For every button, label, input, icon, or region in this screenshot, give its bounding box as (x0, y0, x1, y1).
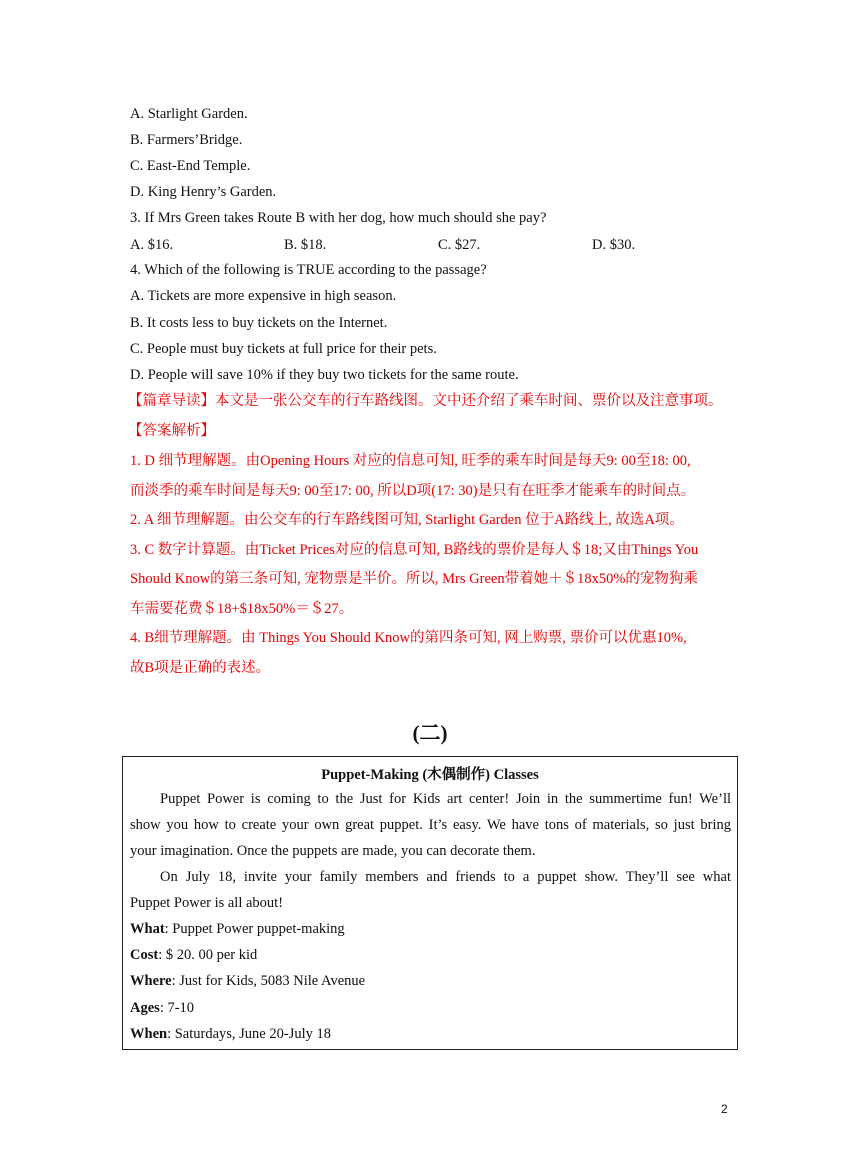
analysis-line: Should Know的第三条可知, 宠物票是半价。所以, Mrs Green带着她＋＄18x50%的宠物狗乘 (130, 571, 698, 587)
notice-paragraph-line: Puppet Power is all about! (130, 895, 284, 911)
notice-paragraph-line: your imagination. Once the puppets are made, you can decorate them. (130, 843, 536, 859)
cost-value: : $ 20. 00 per kid (158, 947, 258, 963)
analysis-line: 而淡季的乘车时间是每天9: 00至17: 00, 所以D项(17: 30)是只有在旺季才能乘车的时间点。 (130, 483, 696, 499)
what-label: What (130, 921, 165, 937)
when-label: When (130, 1026, 168, 1042)
q3-stem: 3. If Mrs Green takes Route B with her dog, how much should she pay? (130, 210, 547, 226)
notice-where (130, 972, 365, 990)
analysis-line: 4. B细节理解题。由 Things You Should Know的第四条可知, 网上购票, 票价可以优惠10%, (130, 630, 687, 646)
notice-paragraph-line: show you how to create your own great puppet. It’s easy. We have tons of materials, so just bring (130, 817, 731, 833)
analysis-line: 1. D 细节理解题。由Opening Hours 对应的信息可知, 旺季的乘车时间是每天9: 00至18: 00, (130, 453, 691, 469)
ages-value: : 7-10 (159, 1000, 195, 1016)
when-value: : Saturdays, June 20-July 18 (167, 1026, 331, 1042)
notice-paragraph-line: Puppet Power is coming to the Just for Kids art center! Join in the summertime fun! We’ll (160, 791, 731, 807)
notice-paragraph-line: On July 18, invite your family members and friends to a puppet show. They’ll see what (160, 869, 731, 885)
section-heading: (二) (412, 721, 448, 745)
q4-option-a: A. Tickets are more expensive in high season. (130, 288, 397, 304)
notice-cost (130, 946, 257, 964)
q3-option-a: A. $16. (130, 237, 174, 253)
analysis-line: 故B项是正确的表述。 (130, 660, 271, 676)
ages-label: Ages (130, 1000, 160, 1016)
where-value: : Just for Kids, 5083 Nile Avenue (171, 973, 366, 989)
q3-option-d: D. $30. (592, 237, 636, 253)
q3-option-b: B. $18. (284, 237, 327, 253)
notice-what (130, 920, 345, 938)
q2-option-b: B. Farmers’Bridge. (130, 132, 243, 148)
notice-box (122, 756, 738, 1050)
q3-option-c: C. $27. (438, 237, 481, 253)
q4-option-b: B. It costs less to buy tickets on the Internet. (130, 315, 388, 331)
answer-header: 【答案解析】 (128, 423, 215, 439)
q2-option-a: A. Starlight Garden. (130, 106, 248, 122)
q4-option-c: C. People must buy tickets at full price for their pets. (130, 341, 437, 357)
page-number: 2 (721, 1102, 728, 1116)
where-label: Where (130, 973, 172, 989)
q2-option-d: D. King Henry’s Garden. (130, 184, 277, 200)
notice-title: Puppet-Making (木偶制作) Classes (321, 767, 539, 783)
analysis-line: 2. A 细节理解题。由公交车的行车路线图可知, Starlight Garden 位于A路线上, 故选A项。 (130, 512, 684, 528)
q4-option-d: D. People will save 10% if they buy two tickets for the same route. (130, 367, 519, 383)
q4-stem: 4. Which of the following is TRUE according to the passage? (130, 262, 487, 278)
cost-label: Cost (130, 947, 159, 963)
notice-when (130, 1025, 331, 1043)
analysis-line: 车需要花费＄18+$18x50%＝＄27。 (130, 601, 354, 617)
passage-guide: 【篇章导读】本文是一张公交车的行车路线图。文中还介绍了乘车时间、票价以及注意事项。 (128, 393, 723, 409)
what-value: : Puppet Power puppet-making (164, 921, 345, 937)
notice-ages (130, 999, 194, 1017)
analysis-line: 3. C 数字计算题。由Ticket Prices对应的信息可知, B路线的票价是每人＄18;又由Things You (130, 542, 699, 558)
q2-option-c: C. East-End Temple. (130, 158, 251, 174)
